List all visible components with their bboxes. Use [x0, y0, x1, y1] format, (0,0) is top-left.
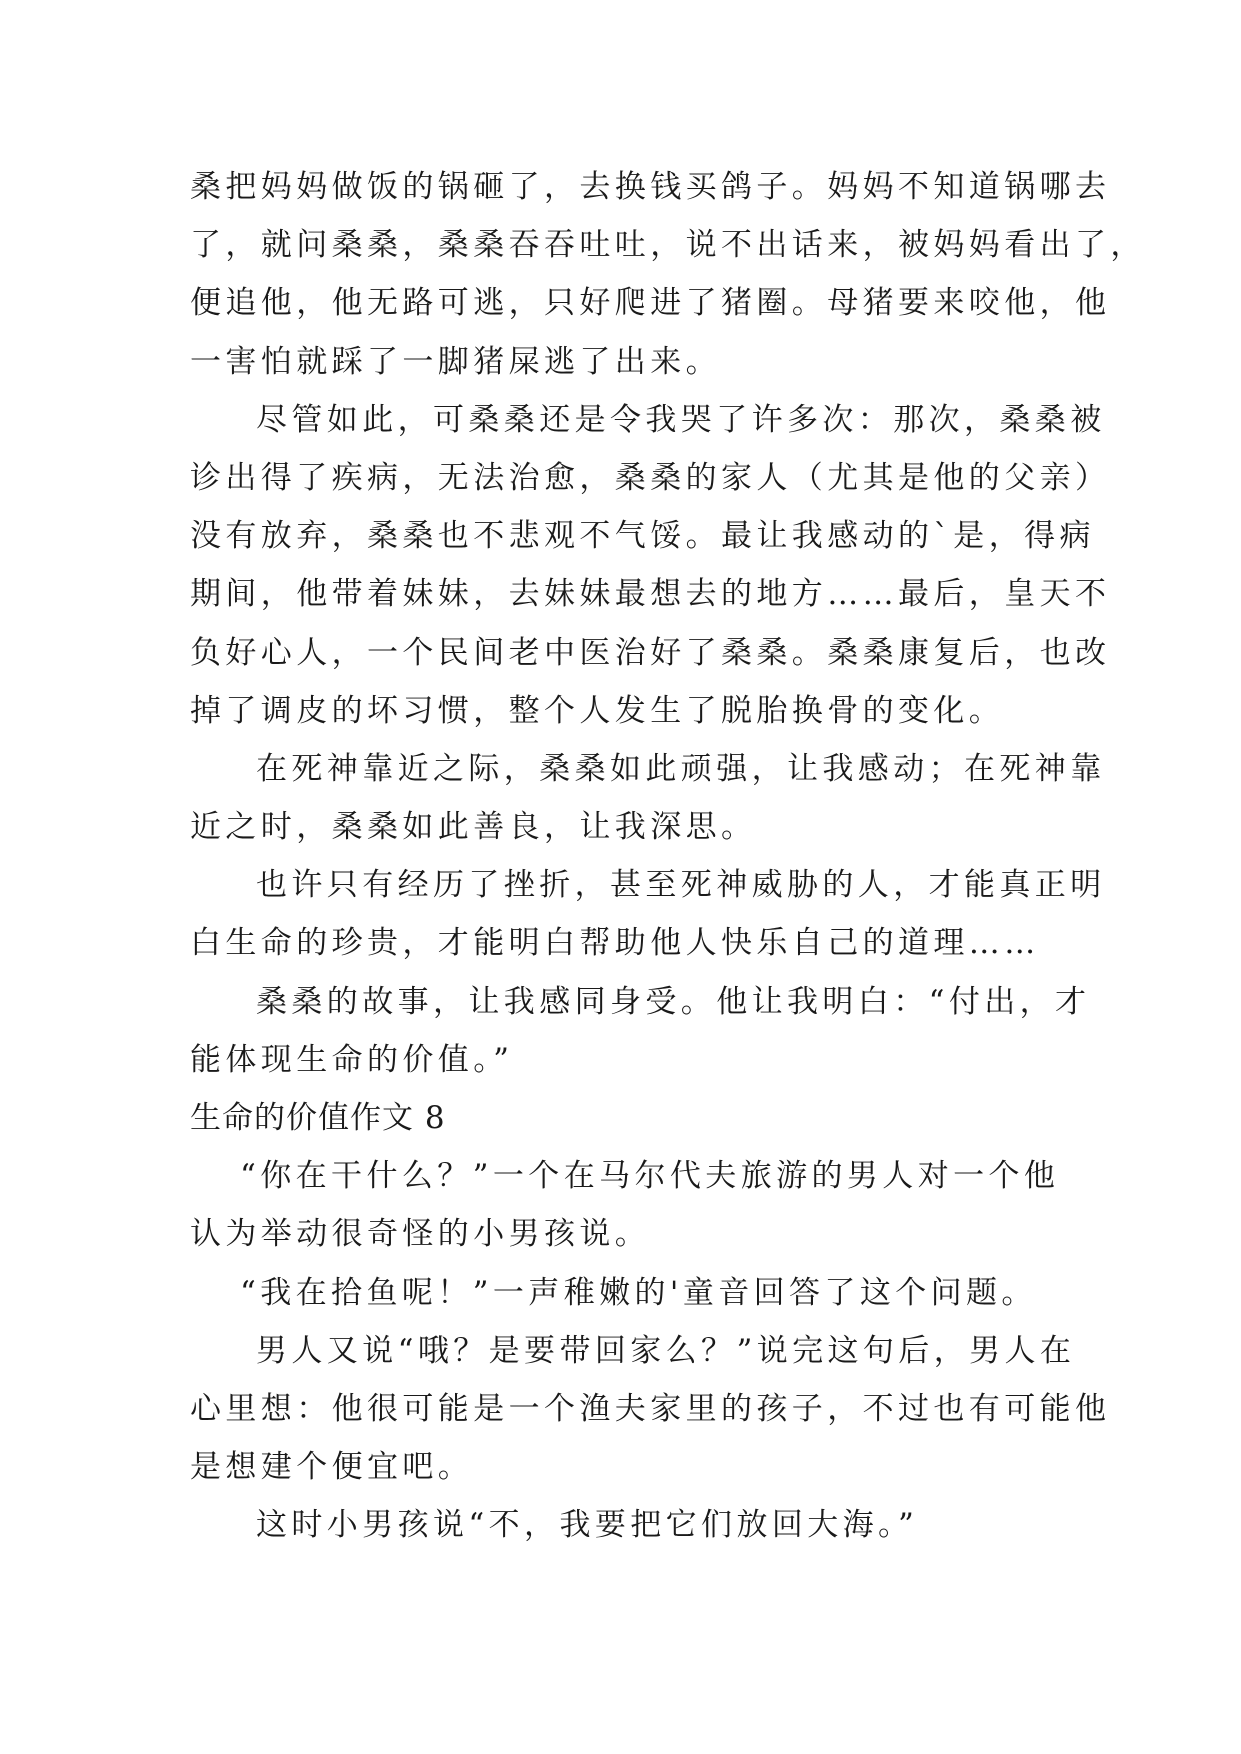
- text-line: 白生命的珍贵，才能明白帮助他人快乐自己的道理……: [190, 925, 1040, 962]
- document-body: [190, 158, 1146, 1555]
- text-line: 期间，他带着妹妹，去妹妹最想去的地方……最后，皇天不: [190, 576, 1111, 613]
- text-line: 诊出得了疾病，无法治愈，桑桑的家人（尤其是他的父亲）: [190, 459, 1111, 496]
- text-line: 没有放弃，桑桑也不悲观不气馁。最让我感动的`是，得病: [190, 518, 1095, 555]
- paragraph-start-line: 男人又说“哦？是要带回家么？”说完这句后，男人在: [256, 1332, 1076, 1369]
- text-line: 能体现生命的价值。”: [190, 1041, 514, 1078]
- paragraph-start-line: 桑桑的故事，让我感同身受。他让我明白：“付出，才: [256, 983, 1091, 1020]
- paragraph-start-line: “我在拾鱼呢！”一声稚嫩的'童音回答了这个问题。: [240, 1274, 1037, 1311]
- text-line: 近之时，桑桑如此善良，让我深思。: [190, 809, 757, 846]
- text-line: 便追他，他无路可逃，只好爬进了猪圈。母猪要来咬他，他: [190, 285, 1111, 322]
- paragraph-start-line: 也许只有经历了挫折，甚至死神威胁的人，才能真正明: [256, 867, 1106, 904]
- text-line: 桑把妈妈做饭的锅砸了，去换钱买鸽子。妈妈不知道锅哪去: [190, 169, 1111, 205]
- text-line: 一害怕就踩了一脚猪屎逃了出来。: [190, 343, 721, 380]
- text-line: 认为举动很奇怪的小男孩说。: [190, 1216, 651, 1253]
- text-line: 负好心人，一个民间老中医治好了桑桑。桑桑康复后，也改: [190, 634, 1111, 671]
- paragraph-start-line: 这时小男孩说“不，我要把它们放回大海。”: [256, 1507, 919, 1544]
- text-line: 了，就问桑桑，桑桑吞吞吐吐，说不出话来，被妈妈看出了，: [190, 227, 1146, 264]
- section-heading: 生命的价值作文 8: [190, 1100, 446, 1136]
- paragraph-start-line: 在死神靠近之际，桑桑如此顽强，让我感动；在死神靠: [256, 750, 1106, 787]
- paragraph-start-line: “你在干什么？”一个在马尔代夫旅游的男人对一个他: [240, 1158, 1060, 1195]
- paragraph-start-line: 尽管如此，可桑桑还是令我哭了许多次：那次，桑桑被: [256, 401, 1106, 438]
- text-line: 心里想：他很可能是一个渔夫家里的孩子，不过也有可能他: [190, 1390, 1111, 1427]
- text-line: 掉了调皮的坏习惯，整个人发生了脱胎换骨的变化。: [190, 692, 1005, 729]
- text-line: 是想建个便宜吧。: [190, 1449, 474, 1486]
